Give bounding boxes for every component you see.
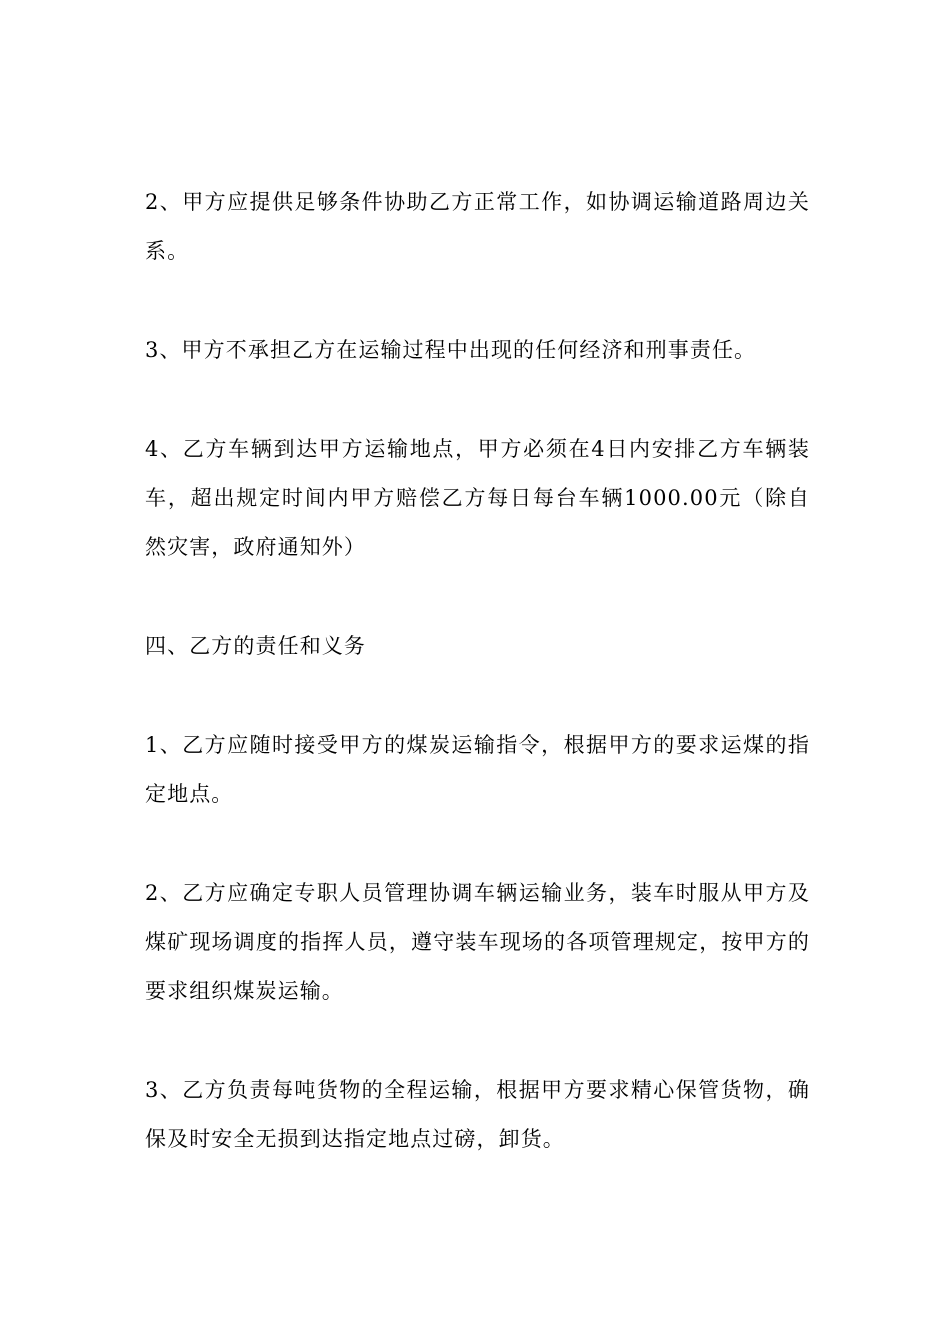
paragraph-party-b-3: 3、乙方负责每吨货物的全程运输，根据甲方要求精心保管货物，确保及时安全无损到达指定地点过磅，卸货。: [145, 1078, 810, 1151]
document-body: [145, 178, 810, 1214]
paragraph-party-a-4: 4、乙方车辆到达甲方运输地点，甲方必须在4日内安排乙方车辆装车，超出规定时间内甲方赔偿乙方每日每台车辆1000.00元（除自然灾害，政府通知外）: [145, 437, 810, 559]
paragraph-party-b-1: 1、乙方应随时接受甲方的煤炭运输指令，根据甲方的要求运煤的指定地点。: [145, 733, 810, 806]
paragraph-party-a-3: 3、甲方不承担乙方在运输过程中出现的任何经济和刑事责任。: [145, 338, 757, 362]
paragraph-party-b-2: 2、乙方应确定专职人员管理协调车辆运输业务，装车时服从甲方及煤矿现场调度的指挥人员，遵守装车现场的各项管理规定，按甲方的要求组织煤炭运输。: [145, 881, 810, 1003]
section-heading-party-b: 四、乙方的责任和义务: [145, 634, 366, 658]
paragraph-party-a-2: 2、甲方应提供足够条件协助乙方正常工作，如协调运输道路周边关系。: [145, 190, 810, 263]
